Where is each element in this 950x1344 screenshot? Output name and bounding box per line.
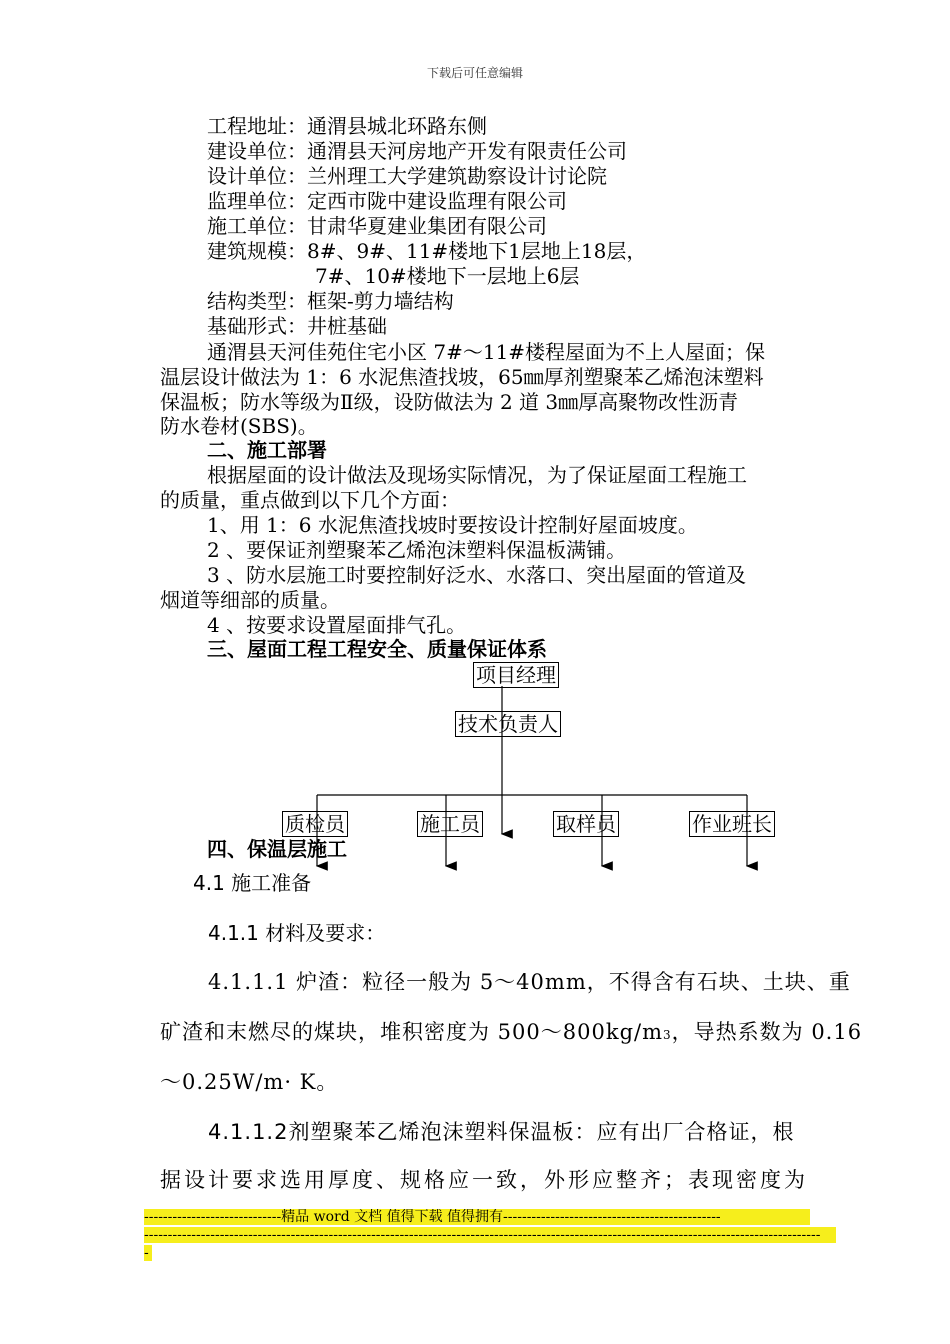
subheading-materials: 4.1.1 材料及要求： — [208, 921, 386, 945]
deployment-item-3-cont: 烟道等细部的质量。 — [160, 588, 340, 612]
org-box-construction-worker: 施工员 — [417, 811, 483, 837]
slag-line-1: 4.1.1.1 炉渣：粒径一般为 5～40mm，不得含有石块、土块、重 — [208, 970, 851, 994]
org-box-team-leader: 作业班长 — [689, 811, 775, 837]
intro-line-1: 通渭县天河佳苑住宅小区 7#～11#楼程屋面为不上人屋面；保 — [207, 340, 766, 364]
deployment-item-4: 4 、按要求设置屋面排气孔。 — [207, 613, 467, 637]
section-heading-deployment: 二、施工部署 — [207, 438, 327, 462]
intro-line-3: 保温板；防水等级为Ⅱ级，设防做法为 2 道 3㎜厚高聚物改性沥青 — [160, 390, 739, 414]
deployment-item-3: 3 、防水层施工时要控制好泛水、水落口、突出屋面的管道及 — [207, 563, 747, 587]
intro-line-4: 防水卷材(SBS)。 — [160, 414, 318, 438]
intro-line-2: 温层设计做法为 1：6 水泥焦渣找坡，65㎜厚剂塑聚苯乙烯泡沫塑料 — [160, 365, 764, 389]
deployment-para-2: 的质量，重点做到以下几个方面： — [160, 488, 460, 512]
org-box-project-manager: 项目经理 — [473, 662, 559, 688]
footer-line-3: - — [144, 1245, 152, 1261]
info-supervisor: 监理单位：定西市陇中建设监理有限公司 — [207, 189, 567, 213]
info-contractor: 施工单位：甘肃华夏建业集团有限公司 — [207, 214, 547, 238]
info-scale-cont: 7#、10#楼地下一层地上6层 — [315, 264, 580, 288]
info-designer: 设计单位：兰州理工大学建筑勘察设计讨论院 — [207, 164, 607, 188]
board-line-1: 4.1.1.2剂塑聚苯乙烯泡沫塑料保温板：应有出厂合格证，根 — [208, 1120, 795, 1144]
info-address: 工程地址：通渭县城北环路东侧 — [207, 114, 487, 138]
section-heading-insulation: 四、保温层施工 — [207, 837, 347, 861]
subheading-preparation: 4.1 施工准备 — [193, 871, 312, 895]
info-scale: 建筑规模：8#、9#、11#楼地下1层地上18层， — [207, 239, 647, 263]
header-note: 下载后可任意编辑 — [426, 66, 523, 80]
deployment-item-1: 1、用 1：6 水泥焦渣找坡时要按设计控制好屋面坡度。 — [207, 513, 698, 537]
deployment-para-1: 根据屋面的设计做法及现场实际情况，为了保证屋面工程施工 — [207, 463, 747, 487]
org-box-technical-lead: 技术负责人 — [455, 711, 561, 737]
org-box-sampler: 取样员 — [553, 811, 619, 837]
info-structure: 结构类型：框架-剪力墙结构 — [207, 289, 454, 313]
deployment-item-2: 2 、要保证剂塑聚苯乙烯泡沫塑料保温板满铺。 — [207, 538, 627, 562]
section-heading-safety: 三、屋面工程工程安全、质量保证体系 — [207, 637, 547, 661]
board-line-2: 据设计要求选用厚度、规格应一致，外形应整齐；表现密度为 — [160, 1168, 808, 1192]
footer-line-1: -----------------------------精品 word 文档 值得下载 值得拥有---------------------------------------------- — [144, 1209, 810, 1225]
slag-line-3: ～0.25W/m· K。 — [160, 1070, 339, 1094]
info-foundation: 基础形式：井桩基础 — [207, 314, 387, 338]
slag-line-2: 矿渣和末燃尽的煤块，堆积密度为 500～800kg/m3，导热系数为 0.16 — [160, 1020, 863, 1044]
info-developer: 建设单位：通渭县天河房地产开发有限责任公司 — [207, 139, 627, 163]
org-box-quality-inspector: 质检员 — [282, 811, 348, 837]
footer-line-2: ----------------------------------------------------------------------------------------------------------------------------------------------- — [144, 1227, 836, 1243]
